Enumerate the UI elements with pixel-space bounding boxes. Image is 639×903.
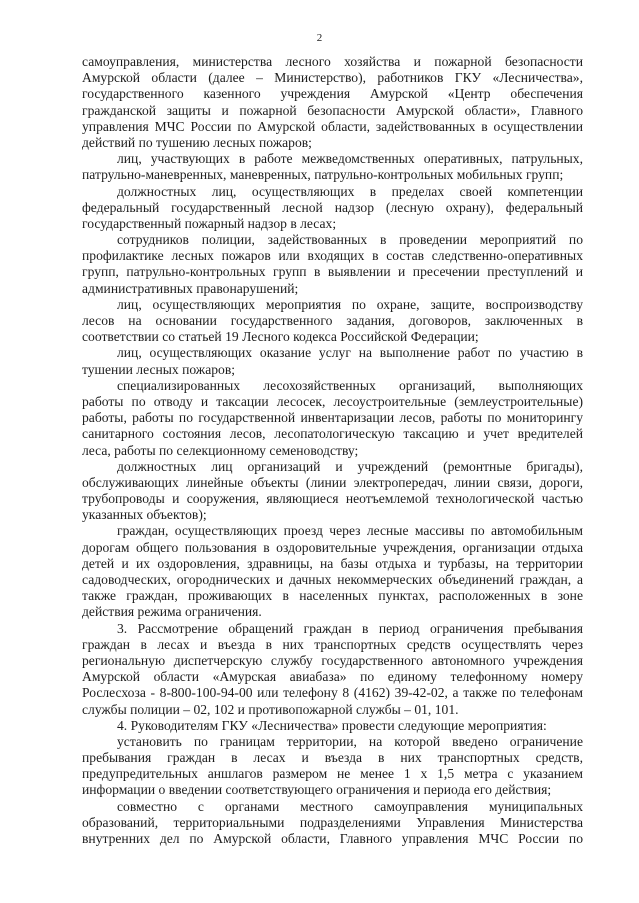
line-text: работы, работы по государственной инвентаризации лесов, работы по мониторингу (82, 410, 583, 426)
line-text: Амурской области (далее – Министерство), работников ГКУ «Лесничества», (82, 70, 583, 86)
text-line (82, 394, 583, 410)
text-line (82, 216, 583, 232)
line-text: дорогам общего пользования в оздоровительные учреждения, организации отдыха (82, 539, 583, 555)
text-line (82, 766, 583, 782)
text-line (82, 248, 583, 264)
line-text: указанных объектов); (82, 507, 207, 523)
text-line (82, 345, 583, 361)
text-line (82, 378, 583, 394)
line-text: групп, патрульно-контрольных групп в выявлении и пресечении преступлений и (82, 264, 583, 280)
line-text: совместно с органами местного самоуправления муниципальных (117, 798, 583, 814)
text-line (82, 685, 583, 701)
line-text: соответствии со статьей 19 Лесного кодекса Российской Федерации; (82, 329, 479, 345)
text-line (82, 232, 583, 248)
paragraph (82, 718, 583, 734)
line-text: государственного казенного учреждения Амурской «Центр обеспечения (82, 86, 583, 102)
line-text: гражданской защиты и пожарной безопасности Амурской области», Главного (82, 102, 583, 118)
text-line (82, 799, 583, 815)
page-number: 2 (316, 32, 323, 44)
line-text: также граждан, проживающих в населенных пунктах, расположенных в зоне (82, 588, 583, 604)
line-text: образований, территориальными подразделениями Управления Министерства (82, 814, 583, 830)
paragraph (82, 232, 583, 297)
paragraph (82, 54, 583, 151)
document-body (82, 54, 583, 847)
paragraph (82, 734, 583, 799)
line-text: должностных лиц организаций и учреждений (ремонтные бригады), (117, 458, 583, 474)
paragraph (82, 523, 583, 620)
text-line (82, 621, 583, 637)
text-line (82, 167, 583, 183)
line-text: садоводческих, огороднических и дачных некоммерческих объединений граждан, а (82, 572, 583, 587)
text-line (82, 297, 583, 313)
text-line (82, 831, 583, 847)
text-line (82, 200, 583, 216)
text-line (82, 151, 583, 167)
text-line (82, 572, 583, 588)
text-line (82, 523, 583, 539)
text-line (82, 103, 583, 119)
line-text: государственный пожарный надзор в лесах; (82, 215, 337, 231)
line-text: региональную диспетчерскую службу государственного автономного учреждения (82, 652, 583, 668)
line-text: профилактике лесных пожаров или входящих в состав следственно-оперативных (82, 248, 583, 264)
text-line (82, 507, 583, 523)
paragraph (82, 151, 583, 183)
text-line (82, 410, 583, 426)
line-text: граждан в лесах и въезда в них транспортных средств осуществлять через (82, 636, 583, 652)
text-line (82, 750, 583, 766)
paragraph (82, 297, 583, 346)
text-line (82, 264, 583, 280)
line-text: управления МЧС России по Амурской области, задействованных в осуществлении (82, 118, 583, 134)
text-line (82, 54, 583, 70)
line-text: установить по границам территории, на которой введено ограничение (117, 733, 583, 749)
line-text: предупредительных аншлагов размером не менее 1 х 1,5 метра с указанием (82, 766, 583, 782)
text-line (82, 459, 583, 475)
line-text: службы полиции – 02, 102 и противопожарной службы – 01, 101. (82, 701, 459, 717)
line-text: сотрудников полиции, задействованных в проведении мероприятий по (117, 232, 583, 248)
line-text: детей и их оздоровления, здравницы, на базы отдыха и турбазы, на территории (82, 555, 583, 571)
text-line (82, 782, 583, 798)
line-text: 3. Рассмотрение обращений граждан в период ограничения пребывания (117, 620, 583, 636)
text-line (82, 588, 583, 604)
line-text: пребывания граждан в лесах и въезда в них транспортных средств, (82, 750, 583, 766)
line-text: 4. Руководителям ГКУ «Лесничества» провести следующие мероприятия: (117, 717, 547, 733)
text-line (82, 281, 583, 297)
text-line (82, 329, 583, 345)
line-text: работы по отводу и таксации лесосек, лесоустроительные (землеустроительные) (82, 393, 583, 409)
line-text: федеральный государственный лесной надзор (лесную охрану), федеральный (82, 199, 583, 215)
line-text: лиц, осуществляющих оказание услуг на выполнение работ по участию в (117, 345, 583, 361)
paragraph (82, 378, 583, 459)
line-text: тушении лесных пожаров; (82, 361, 236, 377)
line-text: трубопроводы и сооружения, являющиеся неотъемлемой технологической частью (82, 491, 583, 507)
text-line (82, 734, 583, 750)
text-line (82, 491, 583, 507)
line-text: лесов на основании государственного задания, договоров, заключенных в (82, 313, 583, 328)
line-text: информации о введении соответствующего ограничения и периода его действия; (82, 782, 552, 798)
paragraph (82, 459, 583, 524)
line-text: Рослесхоза - 8-800-100-94-00 или телефону 8 (4162) 39-42-02, а также по телефонам (82, 685, 583, 701)
line-text: санитарного состояния лесов, лесопатологическую таксацию и учет вредителей (82, 426, 583, 442)
text-line (82, 119, 583, 135)
line-text: действий по тушению лесных пожаров; (82, 134, 312, 150)
text-line (82, 637, 583, 653)
line-text: лиц, осуществляющих мероприятия по охране, защите, воспроизводству (117, 296, 583, 312)
text-line (82, 86, 583, 102)
paragraph (82, 184, 583, 233)
text-line (82, 815, 583, 831)
text-line (82, 426, 583, 442)
line-text: патрульно-маневренных, маневренных, патрульно-контрольных мобильных групп; (82, 167, 564, 183)
text-line (82, 653, 583, 669)
paragraph (82, 799, 583, 848)
paragraph (82, 621, 583, 718)
text-line (82, 362, 583, 378)
text-line (82, 184, 583, 200)
text-line (82, 556, 583, 572)
line-text: граждан, осуществляющих проезд через лесные массивы по автомобильным (117, 523, 583, 539)
text-line (82, 313, 583, 329)
text-line (82, 70, 583, 86)
line-text: специализированных лесохозяйственных организаций, выполняющих (117, 377, 583, 393)
paragraph (82, 345, 583, 377)
line-text: обслуживающих линейные объекты (линии электропередач, линии связи, дороги, (82, 474, 583, 490)
line-text: действия режима ограничения. (82, 604, 262, 620)
text-line (82, 702, 583, 718)
text-line (82, 669, 583, 685)
text-line (82, 718, 583, 734)
text-line (82, 604, 583, 620)
line-text: леса, работы по селекционному семеноводству; (82, 442, 359, 458)
line-text: административных правонарушений; (82, 280, 299, 296)
line-text: самоуправления, министерства лесного хозяйства и пожарной безопасности (82, 54, 583, 69)
line-text: Амурской области «Амурская авиабаза» по единому телефонному номеру (82, 669, 583, 685)
text-line (82, 475, 583, 491)
line-text: лиц, участвующих в работе межведомственных оперативных, патрульных, (117, 151, 583, 167)
text-line (82, 540, 583, 556)
text-line (82, 135, 583, 151)
line-text: должностных лиц, осуществляющих в пределах своей компетенции (117, 183, 583, 199)
line-text: внутренних дел по Амурской области, Главного управления МЧС России по (82, 831, 583, 846)
text-line (82, 443, 583, 459)
